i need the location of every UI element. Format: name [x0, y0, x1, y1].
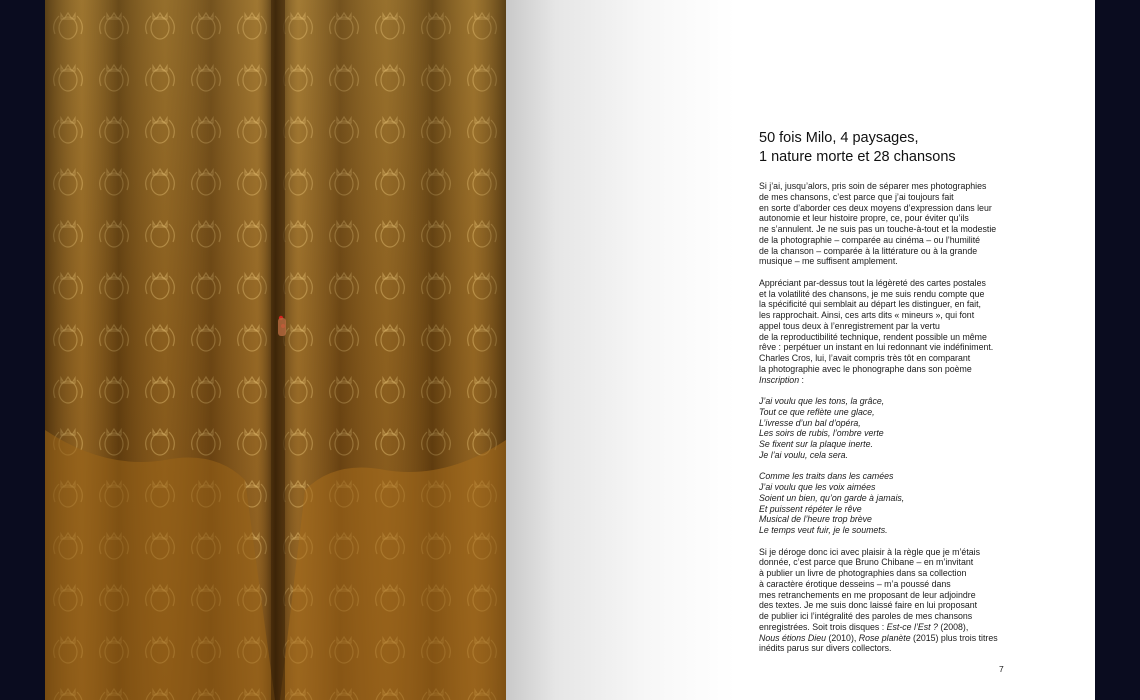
text-line: mes retranchements en me proposant de leur adjoindre: [759, 589, 976, 600]
text-line: de la chanson – comparée à la littérature ou à la grande: [759, 245, 978, 256]
page-number: 7: [999, 664, 1004, 674]
text-line: donnée, c’est parce que Bruno Chibane – en m’invitant: [759, 557, 974, 568]
poem-stanza-2: [759, 471, 1029, 536]
poem-line: Le temps veut fuir, je le soumets.: [759, 525, 888, 535]
text-line: de la reproductibilité technique, rendent possible un même: [759, 331, 987, 342]
paragraph-1: [759, 181, 1029, 267]
poem-line: Comme les traits dans les camées: [759, 471, 894, 482]
poem-line: Et puissent répéter le rêve: [759, 503, 862, 514]
poem-line: J’ai voulu que les tons, la grâce,: [759, 396, 885, 406]
text-fragment: (2015) plus trois titres: [910, 632, 998, 643]
text-line: rêve : perpétuer un instant en lui redonnant vie indéfiniment.: [759, 342, 994, 353]
text-fragment: (2010),: [826, 632, 859, 643]
poem-line: L’ivresse d’un bal d’opéra,: [759, 417, 861, 428]
text-line: et la volatilité des chansons, je me suis rendu compte que: [759, 288, 985, 299]
text-line: à publier un livre de photographies dans sa collection: [759, 568, 967, 578]
poem-title: Inscription: [759, 374, 800, 385]
paragraph-2: [759, 278, 1029, 386]
text-line: [759, 622, 1029, 633]
curtain-photo-icon: [45, 0, 506, 700]
text-line: la photographie avec le phonographe dans son poème: [759, 363, 972, 374]
album-title: Est-ce l’Est ?: [886, 621, 938, 632]
poem-title-suffix: :: [799, 374, 804, 385]
poem-line: J’ai voulu que les voix aimées: [759, 482, 876, 492]
text-line: les rapprochait. Ainsi, ces arts dits « mineurs », qui font: [759, 310, 975, 320]
text-line: de mes chansons, c’est parce que j’ai toujours fait: [759, 191, 954, 202]
text-line: en sorte d’aborder ces deux moyens d’expression dans leur: [759, 202, 992, 213]
paragraph-3: [759, 547, 1029, 655]
poem-line: Musical de l’heure trop brève: [759, 514, 872, 525]
text-line: Appréciant par-dessus tout la légèreté des cartes postales: [759, 277, 986, 288]
poem-stanza-1: [759, 396, 1029, 461]
text-fragment: (2008),: [937, 621, 969, 632]
hand-icon: [278, 316, 286, 336]
text-line: [759, 633, 1029, 644]
album-title: Nous étions Dieu: [759, 632, 826, 643]
text-line: musique – me suffisent amplement.: [759, 256, 898, 267]
text-line: des textes. Je me suis donc laissé faire en lui proposant: [759, 600, 978, 611]
title-line-2: 1 nature morte et 28 chansons: [759, 149, 956, 165]
text-line: appel tous deux à l’enregistrement par la vertu: [759, 320, 940, 331]
text-line: Si je déroge donc ici avec plaisir à la règle que je m’étais: [759, 546, 981, 557]
text-line: à caractère érotique desseins – m’a poussé dans: [759, 578, 951, 589]
text-line: [759, 375, 1029, 386]
text-line: Charles Cros, lui, l’avait compris très tôt en comparant: [759, 353, 971, 363]
text-line: de la photographie – comparée au cinéma – ou l’humilité: [759, 234, 981, 245]
album-title: Rose planète: [858, 632, 911, 643]
text-line: inédits parus sur divers collectors.: [759, 643, 892, 654]
poem-line: Je l’ai voulu, cela sera.: [759, 449, 848, 460]
text-line: autonomie et leur histoire propre, ce, pour éviter qu’ils: [759, 213, 969, 224]
page-title: [759, 129, 956, 167]
text-line: ne s’annulent. Je ne suis pas un touche-à-tout et la modestie: [759, 224, 997, 234]
poem-line: Les soirs de rubis, l’ombre verte: [759, 428, 884, 439]
poem-line: Soient un bien, qu’on garde à jamais,: [759, 492, 905, 503]
poem-line: Se fixent sur la plaque inerte.: [759, 439, 873, 449]
title-line-1: 50 fois Milo, 4 paysages,: [759, 130, 919, 146]
poem-line: Tout ce que reflète une glace,: [759, 406, 875, 417]
text-line: la spécificité qui semblait au départ les distinguer, en fait,: [759, 299, 982, 310]
text-line: de publier ici l’intégralité des paroles de mes chansons: [759, 611, 973, 621]
left-page-photo: [45, 0, 506, 700]
body-text: [759, 181, 1029, 665]
text-line: Si j’ai, jusqu’alors, pris soin de séparer mes photographies: [759, 181, 987, 191]
text-fragment: enregistrées. Soit trois disques :: [759, 621, 887, 632]
